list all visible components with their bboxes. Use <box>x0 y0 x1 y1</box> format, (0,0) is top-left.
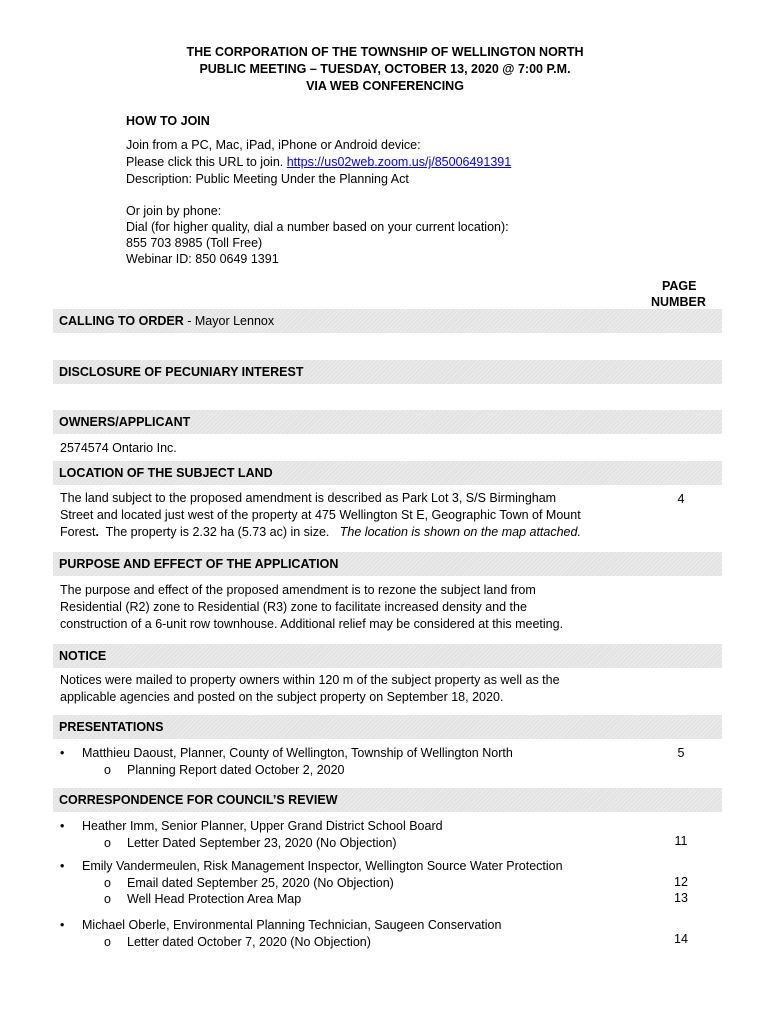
webinar-id: Webinar ID: 850 0649 1391 <box>126 252 279 266</box>
disclosure-heading: DISCLOSURE OF PECUNIARY INTEREST <box>59 365 304 379</box>
location-map-note: The location is shown on the map attached. <box>339 524 581 539</box>
calling-to-order-bar <box>53 309 722 333</box>
owner-name: 2574574 Ontario Inc. <box>60 441 177 455</box>
location-paragraph <box>60 490 634 540</box>
join-url-line <box>126 154 511 171</box>
presentations-heading: PRESENTATIONS <box>59 720 164 734</box>
join-url-prefix: Please click this URL to join. <box>126 155 287 169</box>
bullet-glyph: • <box>60 918 65 932</box>
location-line-3 <box>60 524 634 541</box>
correspondence-item-3: Michael Oberle, Environmental Planning Technician, Saugeen Conservation <box>82 918 502 932</box>
calling-to-order-heading: CALLING TO ORDER <box>59 314 184 328</box>
purpose-heading: PURPOSE AND EFFECT OF THE APPLICATION <box>59 557 339 571</box>
location-line-2: Street and located just west of the property at 475 Wellington St E, Geographic Town of Mount <box>60 507 581 522</box>
how-to-join-heading: HOW TO JOIN <box>126 114 210 128</box>
page-column-header-line2: NUMBER <box>651 295 706 309</box>
purpose-line-3: construction of a 6-unit row townhouse. Additional relief may be considered at this meeting. <box>60 616 564 631</box>
sub-bullet-glyph: o <box>104 763 111 777</box>
toll-free-number: 855 703 8985 (Toll Free) <box>126 236 263 250</box>
meeting-date: PUBLIC MEETING – TUESDAY, OCTOBER 13, 2020 @ 7:00 P.M. <box>199 62 571 76</box>
sub-bullet-glyph: o <box>104 836 111 850</box>
correspondence-item-1: Heather Imm, Senior Planner, Upper Grand District School Board <box>82 819 443 833</box>
presentations-bar <box>53 715 722 739</box>
presentation-report: Planning Report dated October 2, 2020 <box>127 763 345 777</box>
page-column-header-line1: PAGE <box>662 279 697 293</box>
correspondence-item-2-email: Email dated September 25, 2020 (No Objection) <box>127 876 394 890</box>
join-description: Description: Public Meeting Under the Planning Act <box>126 172 409 186</box>
notice-line-1: Notices were mailed to property owners within 120 m of the subject property as well as the <box>60 673 560 687</box>
correspondence-item-2-map: Well Head Protection Area Map <box>127 892 302 906</box>
zoom-link[interactable]: https://us02web.zoom.us/j/85006491391 <box>286 155 512 169</box>
location-page-number: 4 <box>677 492 685 506</box>
presentation-page-number: 5 <box>677 746 685 760</box>
presentation-item: Matthieu Daoust, Planner, County of Wellington, Township of Wellington North <box>82 746 513 760</box>
bullet-glyph: • <box>60 746 65 760</box>
correspondence-item-2: Emily Vandermeulen, Risk Management Inspector, Wellington Source Water Protection <box>82 859 563 873</box>
location-bar <box>53 461 722 485</box>
sub-bullet-glyph: o <box>104 892 111 906</box>
location-town: Forest <box>60 524 96 539</box>
notice-heading: NOTICE <box>59 649 107 663</box>
correspondence-item-2-map-page: 13 <box>674 891 688 905</box>
correspondence-item-1-letter: Letter Dated September 23, 2020 (No Objection) <box>127 836 397 850</box>
notice-bar <box>53 644 722 668</box>
calling-to-order-presider: - Mayor Lennox <box>183 314 275 328</box>
purpose-bar <box>53 552 722 576</box>
location-size: The property is 2.32 ha (5.73 ac) in size. <box>98 524 340 539</box>
correspondence-bar <box>53 788 722 812</box>
owners-heading: OWNERS/APPLICANT <box>59 415 191 429</box>
purpose-line-2: Residential (R2) zone to Residential (R3) zone to facilitate increased density and the <box>60 599 527 614</box>
correspondence-item-3-letter: Letter dated October 7, 2020 (No Objection) <box>127 935 371 949</box>
location-heading: LOCATION OF THE SUBJECT LAND <box>59 466 273 480</box>
correspondence-heading: CORRESPONDENCE FOR COUNCIL’S REVIEW <box>59 793 338 807</box>
notice-paragraph <box>60 672 634 706</box>
document-title: THE CORPORATION OF THE TOWNSHIP OF WELLINGTON NORTH <box>186 45 584 59</box>
purpose-line-1: The purpose and effect of the proposed amendment is to rezone the subject land from <box>60 583 536 597</box>
disclosure-bar <box>53 360 722 384</box>
location-period: . <box>95 524 99 539</box>
correspondence-item-2-email-page: 12 <box>674 875 688 889</box>
bullet-glyph: • <box>60 859 65 873</box>
sub-bullet-glyph: o <box>104 876 111 890</box>
correspondence-item-1-page: 11 <box>674 834 688 848</box>
location-line-1: The land subject to the proposed amendment is described as Park Lot 3, S/S Birmingham <box>60 491 557 505</box>
notice-line-2: applicable agencies and posted on the subject property on September 18, 2020. <box>60 689 504 704</box>
correspondence-item-3-page: 14 <box>674 932 688 946</box>
sub-bullet-glyph: o <box>104 935 111 949</box>
phone-intro: Or join by phone: <box>126 204 222 218</box>
bullet-glyph: • <box>60 819 65 833</box>
owners-bar <box>53 410 722 434</box>
dial-instructions: Dial (for higher quality, dial a number based on your current location): <box>126 220 509 234</box>
purpose-paragraph <box>60 582 634 632</box>
join-device-text: Join from a PC, Mac, iPad, iPhone or Android device: <box>126 138 421 152</box>
meeting-format: VIA WEB CONFERENCING <box>306 79 464 93</box>
